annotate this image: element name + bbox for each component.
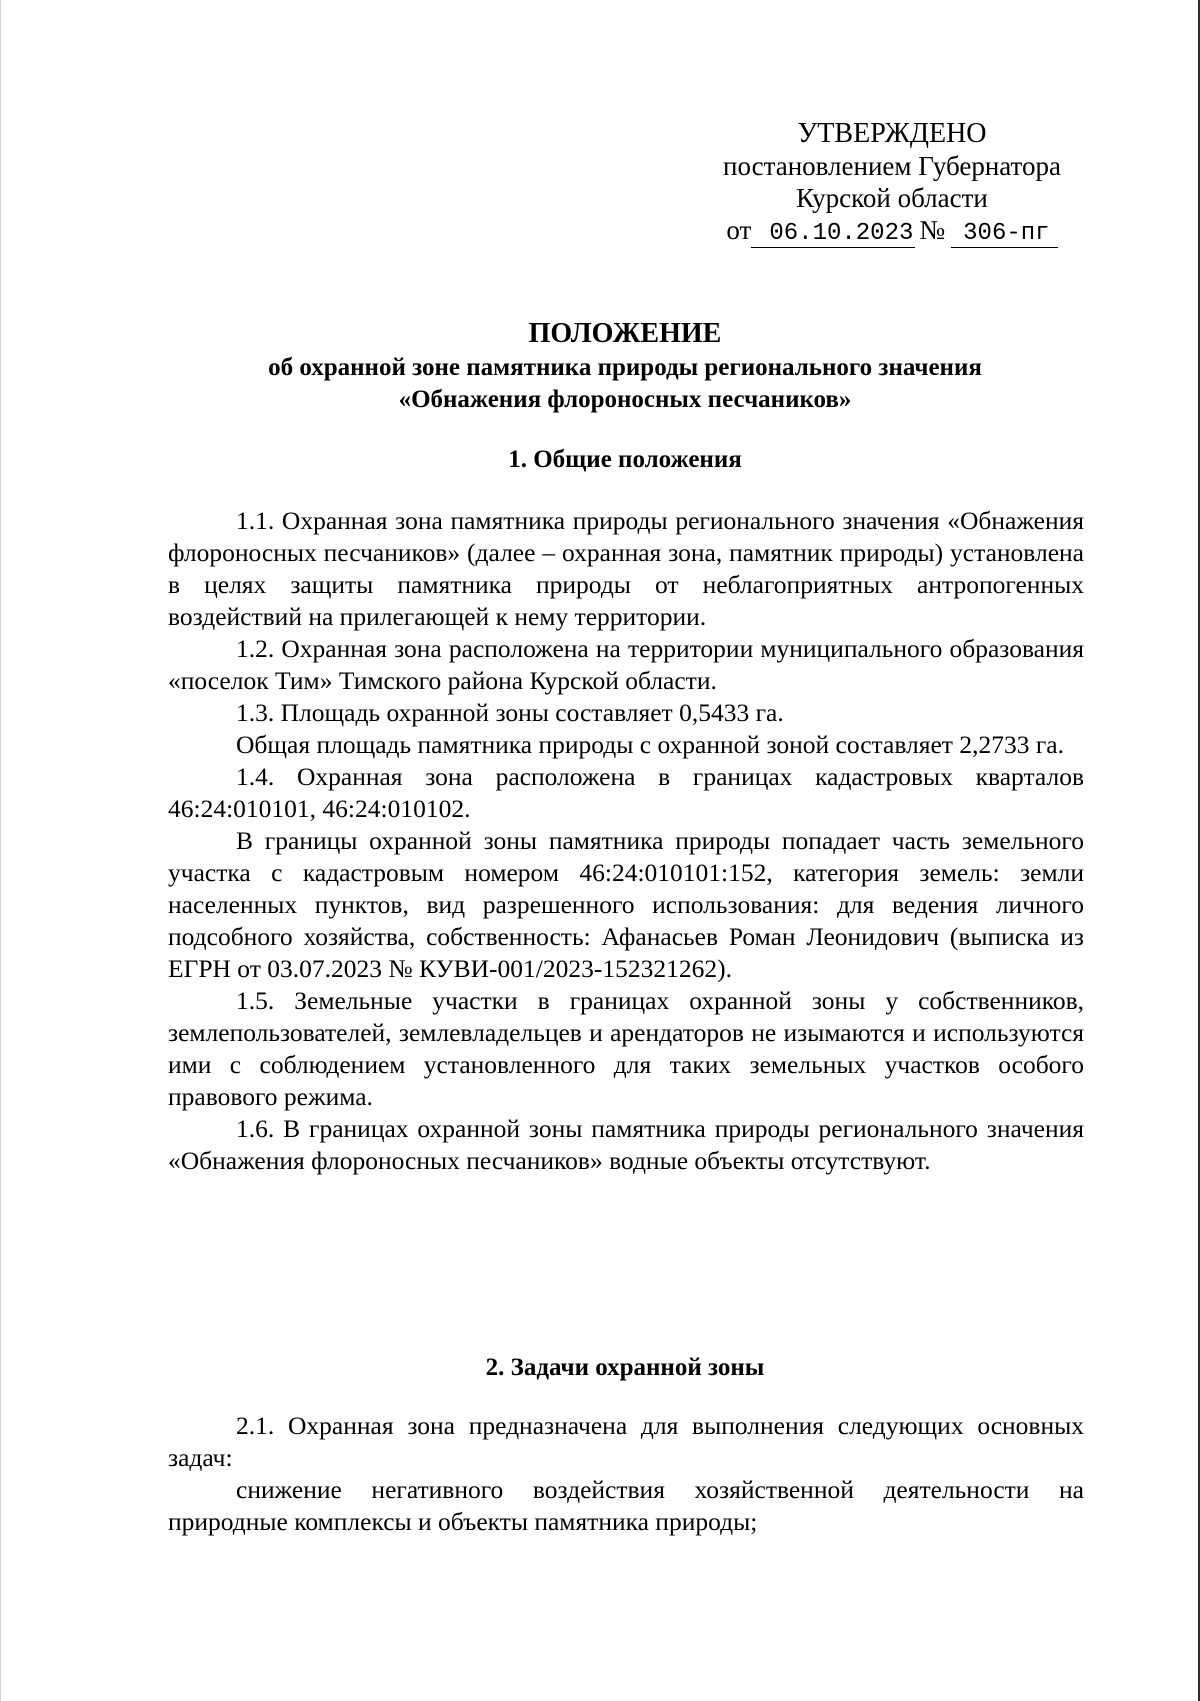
title-line-2: «Обнажения флороносных песчаников»	[398, 386, 852, 413]
section-2-heading: 2. Задачи охранной зоны	[485, 1354, 765, 1381]
section-1-heading: 1. Общие положения	[508, 446, 742, 473]
approval-line-2: Курской области	[796, 183, 988, 213]
paragraph-1-4: 1.4. Охранная зона расположена в границах кадастровых кварталов 46:24:010101, 46:24:010102.	[168, 762, 1084, 823]
scan-edge-left	[0, 0, 1, 1701]
approval-stamp: УТВЕРЖДЕНО	[797, 118, 987, 149]
approval-number-sign: №	[919, 215, 946, 245]
paragraph-1-4-parcel: В границы охранной зоны памятника природы попадает часть земельного участка с кадастровым номером 46:24:010101:152, категория земель: земли населенных пунктов, вид разрешенного использования: для ведения личного подсобного хозяйства, собственность: Афанасьев Роман Леонидович (выписка из ЕГРН от 03.07.2023 № КУВИ-001/2023-152321262).	[168, 826, 1084, 983]
section-2-body	[168, 1410, 1084, 1538]
paragraph-1-2: 1.2. Охранная зона расположена на территории муниципального образования «поселок Тим» Тимского района Курской области.	[168, 634, 1084, 695]
paragraph-2-1: 2.1. Охранная зона предназначена для выполнения следующих основных задач:	[168, 1411, 1084, 1472]
paragraph-1-6: 1.6. В границах охранной зоны памятника природы регионального значения «Обнажения флороносных песчаников» водные объекты отсутствуют.	[168, 1114, 1084, 1175]
paragraph-1-1: 1.1. Охранная зона памятника природы регионального значения «Обнажения флороносных песчаников» (далее – охранная зона, памятник природы) установлена в целях защиты памятника природы от неблагоприятных антропогенных воздействий на прилегающей к нему территории.	[168, 506, 1084, 631]
approval-number: 306-пг	[951, 221, 1057, 248]
paragraph-1-3-total: Общая площадь памятника природы с охранной зоной составляет 2,2733 га.	[236, 730, 1064, 759]
approval-block	[702, 118, 1082, 248]
title-line-1: об охранной зоне памятника природы регионального значения	[268, 354, 982, 381]
paragraph-1-3: 1.3. Площадь охранной зоны составляет 0,5433 га.	[236, 698, 784, 727]
section-1-body	[168, 505, 1084, 1177]
paragraph-1-5: 1.5. Земельные участки в границах охранной зоны у собственников, землепользователей, землевладельцев и арендаторов не изымаются и используются ими с соблюдением установленного для таких земельных участков особого правового режима.	[168, 986, 1084, 1111]
document-title	[168, 316, 1082, 416]
approval-date-prefix: от	[726, 215, 752, 245]
approval-date: 06.10.2023	[751, 221, 915, 248]
approval-date-number-line	[702, 214, 1082, 248]
approval-line-1: постановлением Губернатора	[723, 151, 1061, 181]
title-main: ПОЛОЖЕНИЕ	[528, 318, 722, 349]
paragraph-2-1-task-1: снижение негативного воздействия хозяйственной деятельности на природные комплексы и объекты памятника природы;	[168, 1475, 1084, 1536]
